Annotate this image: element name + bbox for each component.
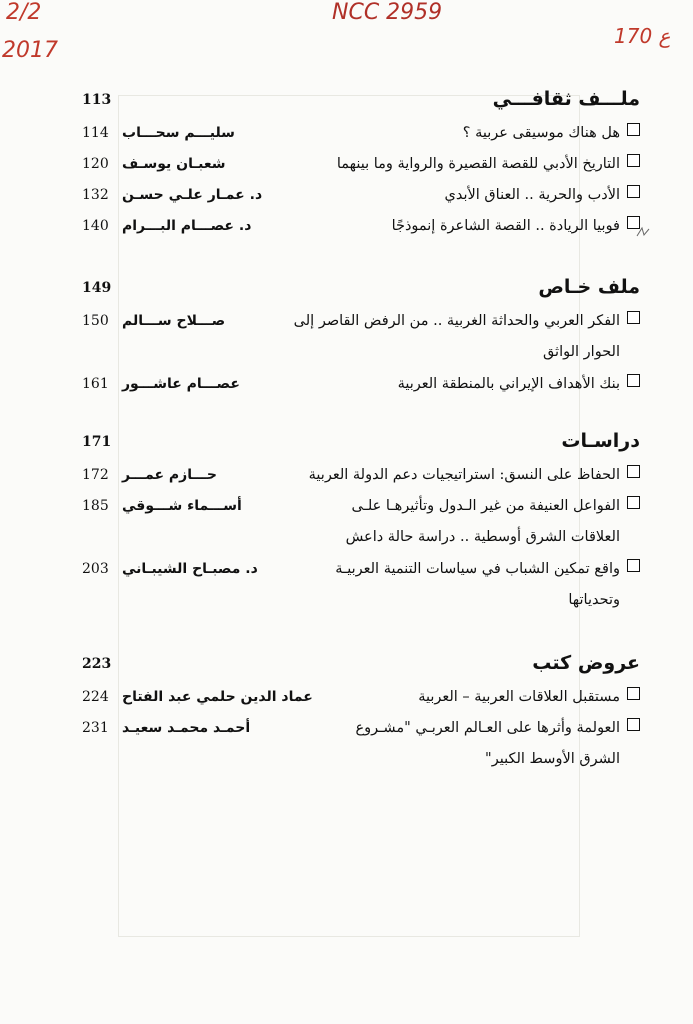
toc-entry [70, 149, 640, 180]
handwritten-stamp: NCC 2959 [332, 0, 443, 25]
section-title: ملف خـاص [538, 276, 640, 298]
toc-entry [70, 118, 640, 149]
toc-entry [70, 306, 640, 369]
toc-entry [70, 460, 640, 491]
checkbox-icon [627, 465, 640, 478]
entry-title: الفكر العربي والحداثة الغربية .. من الرفض القاصر إلى [293, 313, 620, 329]
toc-section-studies [70, 430, 640, 617]
toc-entry [70, 682, 640, 713]
checkbox-icon [627, 216, 640, 229]
entry-author: عصـــام عاشـــور [122, 376, 240, 392]
entry-author: حـــازم عمـــر [122, 467, 217, 483]
entry-page: 203 [82, 561, 109, 577]
checkbox-icon [627, 496, 640, 509]
handwritten-page-ref: 170 ع [614, 24, 671, 48]
entry-title: الأدب والحرية .. العناق الأبدي [444, 187, 620, 203]
toc-section-cultural [70, 88, 640, 242]
entry-title: الفواعل العنيفة من غير الـدول وتأثيرهـا علـى [351, 498, 620, 514]
handwritten-number: 2/2 [6, 0, 42, 25]
entry-author: شعبـان يوسـف [122, 156, 226, 172]
entry-title-continued: وتحدياتها [568, 592, 620, 608]
entry-title: واقع تمكين الشباب في سياسات التنمية العربيـة [335, 561, 620, 577]
entry-title: مستقبل العلاقات العربية – العربية [418, 689, 620, 705]
toc-section-book-reviews [70, 652, 640, 776]
entry-author: أســـماء شـــوقي [122, 498, 242, 514]
entry-page: 114 [82, 125, 109, 141]
checkbox-icon [627, 374, 640, 387]
checkbox-icon [627, 154, 640, 167]
entry-author: سليـــم سحـــاب [122, 125, 235, 141]
entry-page: 224 [82, 689, 109, 705]
toc-section-special [70, 276, 640, 400]
section-title: عروض كتب [532, 652, 640, 674]
entry-page: 150 [82, 313, 109, 329]
entry-author: صـــلاح ســـالم [122, 313, 226, 329]
section-page: 113 [82, 92, 112, 108]
entry-author: د. عصـــام البـــرام [122, 218, 252, 234]
entry-author: د. مصبـاح الشيبـاني [122, 561, 258, 577]
checkbox-icon [627, 687, 640, 700]
checkbox-icon [627, 185, 640, 198]
toc-entry [70, 713, 640, 776]
entry-author: أحمـد محمـد سعيـد [122, 720, 251, 736]
checkbox-icon [627, 311, 640, 324]
entry-title: بنك الأهداف الإيراني بالمنطقة العربية [397, 376, 620, 392]
checkbox-icon [627, 123, 640, 136]
entry-title: الحفاظ على النسق: استراتيجيات دعم الدولة العربية [308, 467, 620, 483]
toc-entry [70, 180, 640, 211]
toc-entry [70, 369, 640, 400]
section-title: ملـــف ثقافـــي [492, 88, 640, 110]
toc-entry [70, 491, 640, 554]
entry-title: فوبيا الريادة .. القصة الشاعرة إنموذجًا [391, 218, 620, 234]
entry-title: العولمة وأثرها على العـالم العربـي "مشـروع [355, 720, 620, 736]
handwritten-year: 2017 [2, 38, 58, 63]
entry-page: 132 [82, 187, 109, 203]
entry-title-continued: الحوار الواثق [542, 344, 620, 360]
section-page: 149 [82, 280, 112, 296]
section-title: دراسـات [561, 430, 640, 452]
entry-title: التاريخ الأدبي للقصة القصيرة والرواية وما بينهما [336, 156, 620, 172]
toc-entry [70, 554, 640, 617]
entry-page: 185 [82, 498, 109, 514]
toc-entry [70, 211, 640, 242]
entry-author: عماد الدين حلمي عبد الفتاح [122, 689, 313, 705]
entry-page: 172 [82, 467, 109, 483]
section-page: 171 [82, 434, 112, 450]
entry-page: 120 [82, 156, 109, 172]
entry-title-continued: الشرق الأوسط الكبير" [485, 751, 620, 767]
entry-page: 231 [82, 720, 109, 736]
entry-author: د. عمـار علـي حسـن [122, 187, 263, 203]
entry-page: 161 [82, 376, 109, 392]
entry-title: هل هناك موسيقى عربية ؟ [462, 125, 620, 141]
entry-title-continued: العلاقات الشرق أوسطية .. دراسة حالة داعش [345, 529, 620, 545]
checkbox-icon [627, 559, 640, 572]
section-page: 223 [82, 656, 112, 672]
entry-page: 140 [82, 218, 109, 234]
checkbox-icon [627, 718, 640, 731]
